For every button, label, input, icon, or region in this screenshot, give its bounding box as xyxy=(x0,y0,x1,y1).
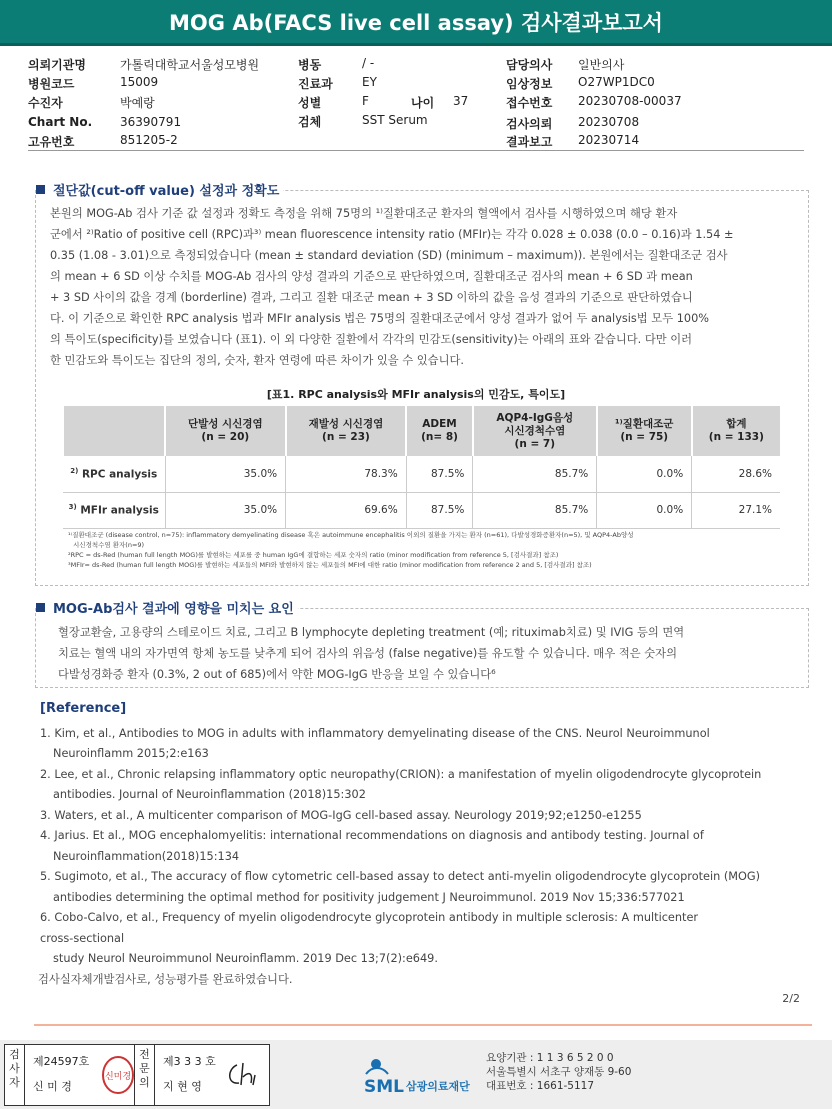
info-label: 임상정보 xyxy=(506,77,553,91)
table-footnotes xyxy=(68,530,788,570)
section-title-text: 절단값(cut-off value) 설정과 정확도 xyxy=(53,184,280,199)
footnote-line: ³MFIr= ds-Red (human full length MOG)를 발현하는 세포들의 MFI와 발현하지 않는 세포들의 MFI에 대한 ratio (minor modification from reference 2 and 5, [검사결과] 참조) xyxy=(68,561,592,569)
table-header-cell: 재발성 시신경염 (n = 23) xyxy=(286,406,407,456)
reference-line: 6. Cobo-Calvo, et al., Frequency of myelin oligodendrocyte glycoprotein antibody in multiple sclerosis: A multicenter xyxy=(40,911,699,924)
table-cell: 78.3% xyxy=(286,456,407,492)
paragraph-line: 0.35 (1.08 - 3.01)으로 측정되었습니다 (mean ± standard deviation (SD) (minimum – maximum)). 본원에서는 질환대조군 검사 xyxy=(50,249,728,262)
reference-line: 5. Sugimoto, et al., The accuracy of flow cytometric cell-based assay to detect anti-myelin oligodendrocyte glycoprotein (MOG) xyxy=(40,870,761,883)
info-label: 성별 xyxy=(298,96,322,110)
info-label: 담당의사 xyxy=(506,58,553,72)
info-value: SST Serum xyxy=(362,113,428,127)
info-value: 20230714 xyxy=(578,133,640,147)
table-row xyxy=(63,492,780,528)
address-line: 서울특별시 서초구 양재동 9-60 xyxy=(486,1066,632,1078)
table-header-cell: ¹⁾질환대조군 (n = 75) xyxy=(597,406,692,456)
section-title-factors xyxy=(36,598,298,617)
paragraph-line: 의 mean + 6 SD 이상 수치를 MOG-Ab 검사의 양성 결과의 기준으로 판단하였으며, 질환대조군 검사의 mean + 6 SD 과 mean xyxy=(50,270,693,283)
reference-line: Neuroinflamm 2015;2:e163 xyxy=(53,747,209,760)
footnote-line: ¹⁾질환대조군 (disease control, n=75): inflammatory demyelinating disease 혹은 autoimmune encephalitis 이외의 질환을 가지는 환자 (n=61), 다발성경화증환자(n=5), 및 AQP4-Ab양성 xyxy=(68,531,634,539)
info-label: 검사의뢰 xyxy=(506,117,553,131)
info-value: O27WP1DC0 xyxy=(578,75,655,89)
footnote-line: 시신경척수염 환자(n=9) xyxy=(73,541,145,549)
references xyxy=(40,699,800,990)
table-cell: 0.0% xyxy=(597,456,692,492)
paragraph-line: 다발성경화증 환자 (0.3%, 2 out of 685)에서 약한 MOG-IgG 반응을 보일 수 있습니다⁶ xyxy=(58,668,496,681)
reference-line: study Neurol Neuroimmunol Neuroinflamm. 2019 Dec 13;7(2):e649. xyxy=(53,952,438,965)
svg-text:삼광의료재단: 삼광의료재단 xyxy=(406,1080,470,1093)
info-value: 15009 xyxy=(120,75,159,89)
svg-text:SML: SML xyxy=(364,1077,404,1097)
footnote-line: ²RPC = ds-Red (human full length MOG)를 발현하는 세포를 중 human IgG에 결합하는 세포 숫자의 ratio (minor modification from reference 5, [검사결과] 참조) xyxy=(68,551,559,559)
info-value: / - xyxy=(362,56,375,70)
square-bullet-icon xyxy=(36,185,45,194)
paragraph-line: 혈장교환술, 고용량의 스테로이드 치료, 그리고 B lymphocyte depleting treatment (예; rituximab치료) 및 IVIG 등의 면역 xyxy=(58,626,685,639)
info-label: 고유번호 xyxy=(28,135,75,149)
paragraph-line: + 3 SD 사이의 값을 경계 (borderline) 결과, 그리고 질환 대조군 mean + 3 SD 이하의 값을 음성 결과의 기준으로 판단하였습니 xyxy=(50,291,693,304)
lab-logo xyxy=(362,1050,482,1100)
specialist-vertical-label: 전 문 의 xyxy=(135,1045,155,1105)
examiner-vertical-label: 검 사 자 xyxy=(5,1045,25,1105)
table-cell: 87.5% xyxy=(406,456,473,492)
table-cell: 85.7% xyxy=(473,456,597,492)
reference-line: antibodies determining the optimal method for positivity judgement J Neuroimmunol. 2019 Nov 15;336:577021 xyxy=(53,890,685,904)
seal-icon xyxy=(101,1055,135,1095)
table-header-cell: 합계 (n = 133) xyxy=(692,406,780,456)
examiner-license-no: 제24597호 xyxy=(33,1055,90,1068)
references-heading: [Reference] xyxy=(40,701,127,716)
reference-line: 3. Waters, et al., A multicenter comparison of MOG-IgG cell-based assay. Neurology 2019;92;e1250-e1255 xyxy=(40,808,642,822)
row-header: $^{2)}$ RPC analysis xyxy=(63,456,165,492)
table-caption: [표1. RPC analysis와 MFIr analysis의 민감도, 특이도] xyxy=(266,388,566,401)
paragraph-line: 본원의 MOG-Ab 검사 기준 값 설정과 정확도 측정을 위해 75명의 ¹⁾질환대조군 환자의 혈액에서 검사를 시행하였으며 해당 환자 xyxy=(50,207,678,220)
reference-line: antibodies. Journal of Neuroinflammation (2018)15:302 xyxy=(53,788,366,801)
info-label: 접수번호 xyxy=(506,96,553,110)
table-cell: 87.5% xyxy=(406,492,473,528)
examiner-name: 신 미 경 xyxy=(33,1080,72,1093)
table-cell: 69.6% xyxy=(286,492,407,528)
footer-divider xyxy=(34,1024,812,1026)
table-cell: 35.0% xyxy=(165,456,286,492)
report-title: MOG Ab(FACS live cell assay) 검사결과보고서 xyxy=(0,0,832,46)
info-label: 검체 xyxy=(298,115,322,129)
info-value: EY xyxy=(362,75,377,89)
reference-line: Neuroinflammation(2018)15:134 xyxy=(53,849,240,863)
square-bullet-icon xyxy=(36,603,45,612)
paragraph-line: 군에서 ²⁾Ratio of positive cell (RPC)과³⁾ mean fluorescence intensity ratio (MFIr)는 각각 0.028 ± 0.038 (0.0 – 0.16)과 1.54 ± xyxy=(50,228,734,241)
address-line: 요양기관 : 1 1 3 6 5 2 0 0 xyxy=(486,1052,614,1064)
table-cell: 0.0% xyxy=(597,492,692,528)
paragraph-line: 다. 이 기준으로 확인한 RPC analysis 법과 MFIr analysis 법은 75명의 질환대조군에서 양성 결과가 없어 두 analysis법 모두 100% xyxy=(50,312,710,325)
age-label: 나이 xyxy=(411,96,435,110)
info-value: 20230708 xyxy=(578,115,640,129)
page-number: 2/2 xyxy=(782,992,800,1005)
reference-line: 1. Kim, et al., Antibodies to MOG in adults with inflammatory demyelinating disease of the CNS. Neurol Neuroimmunol xyxy=(40,726,710,740)
sml-logo-icon xyxy=(362,1050,482,1100)
info-value: 박예랑 xyxy=(120,96,155,110)
lab-address xyxy=(486,1051,631,1093)
specialist-stamp xyxy=(134,1044,270,1106)
closing-note: 검사실자체개발검사로, 성능평가를 완료하였습니다. xyxy=(38,972,293,986)
section-title-text: MOG-Ab검사 결과에 영향을 미치는 요인 xyxy=(53,602,294,617)
factors-paragraph xyxy=(58,622,808,685)
info-label: 병동 xyxy=(298,58,322,72)
info-label: 수진자 xyxy=(28,96,63,110)
table-cell: 27.1% xyxy=(692,492,780,528)
table-row xyxy=(63,456,780,492)
info-value: 가톨릭대학교서울성모병원 xyxy=(120,58,260,72)
table-cell: 85.7% xyxy=(473,492,597,528)
info-value: 851205-2 xyxy=(120,133,178,147)
info-value: F xyxy=(362,94,369,108)
svg-text:신미경: 신미경 xyxy=(104,1072,132,1082)
table-corner-cell xyxy=(63,406,165,456)
reference-line: 2. Lee, et al., Chronic relapsing inflammatory optic neuropathy(CRION): a manifestation of myelin oligodendrocyte glycoprotein xyxy=(40,767,762,781)
reference-line: cross-sectional xyxy=(40,931,125,945)
divider xyxy=(28,150,804,151)
table-header-row xyxy=(63,406,780,456)
age-value: 37 xyxy=(453,94,469,108)
table-header-cell: ADEM (n= 8) xyxy=(406,406,473,456)
info-label: 결과보고 xyxy=(506,135,553,149)
specialist-name: 지 현 영 xyxy=(163,1080,202,1093)
row-header: $^{3)}$ MFIr analysis xyxy=(63,492,165,528)
cutoff-paragraph xyxy=(50,203,810,371)
table-cell: 28.6% xyxy=(692,456,780,492)
info-label: 의뢰기관명 xyxy=(28,58,86,72)
sensitivity-table xyxy=(62,406,780,529)
section-title-cutoff xyxy=(36,180,283,199)
table-header-cell: 단발성 시신경염 (n = 20) xyxy=(165,406,286,456)
reference-line: 4. Jarius. Et al., MOG encephalomyelitis: international recommendations on diagnosis and antibody testing. Journal of xyxy=(40,829,704,842)
address-line: 대표번호 : 1661-5117 xyxy=(486,1080,595,1092)
info-value: 일반의사 xyxy=(578,58,625,72)
info-value: 20230708-00037 xyxy=(578,94,682,108)
paragraph-line: 의 특이도(specificity)를 보였습니다 (표1). 이 외 다양한 질환에서 각각의 민감도(sensitivity)는 아래의 표와 같습니다. 다만 이러 xyxy=(50,333,693,346)
table-cell: 35.0% xyxy=(165,492,286,528)
info-label: 병원코드 xyxy=(28,77,75,91)
paragraph-line: 치료는 혈액 내의 자가면역 항체 농도를 낮추게 되어 검사의 위음성 (false negative)를 유도할 수 있습니다. 매우 적은 숫자의 xyxy=(58,647,677,660)
paragraph-line: 한 민감도와 특이도는 집단의 정의, 숫자, 환자 연령에 따른 차이가 있을 수 있습니다. xyxy=(50,354,464,367)
footer xyxy=(0,1040,832,1109)
examiner-stamp xyxy=(4,1044,150,1106)
table-header-cell: AQP4-IgG음성 시신경척수염 (n = 7) xyxy=(473,406,597,456)
info-label: Chart No. xyxy=(28,115,93,129)
signature-icon xyxy=(223,1057,263,1093)
specialist-license-no: 제3 3 3 호 xyxy=(163,1055,216,1068)
info-value: 36390791 xyxy=(120,115,182,129)
info-label: 진료과 xyxy=(298,77,333,91)
